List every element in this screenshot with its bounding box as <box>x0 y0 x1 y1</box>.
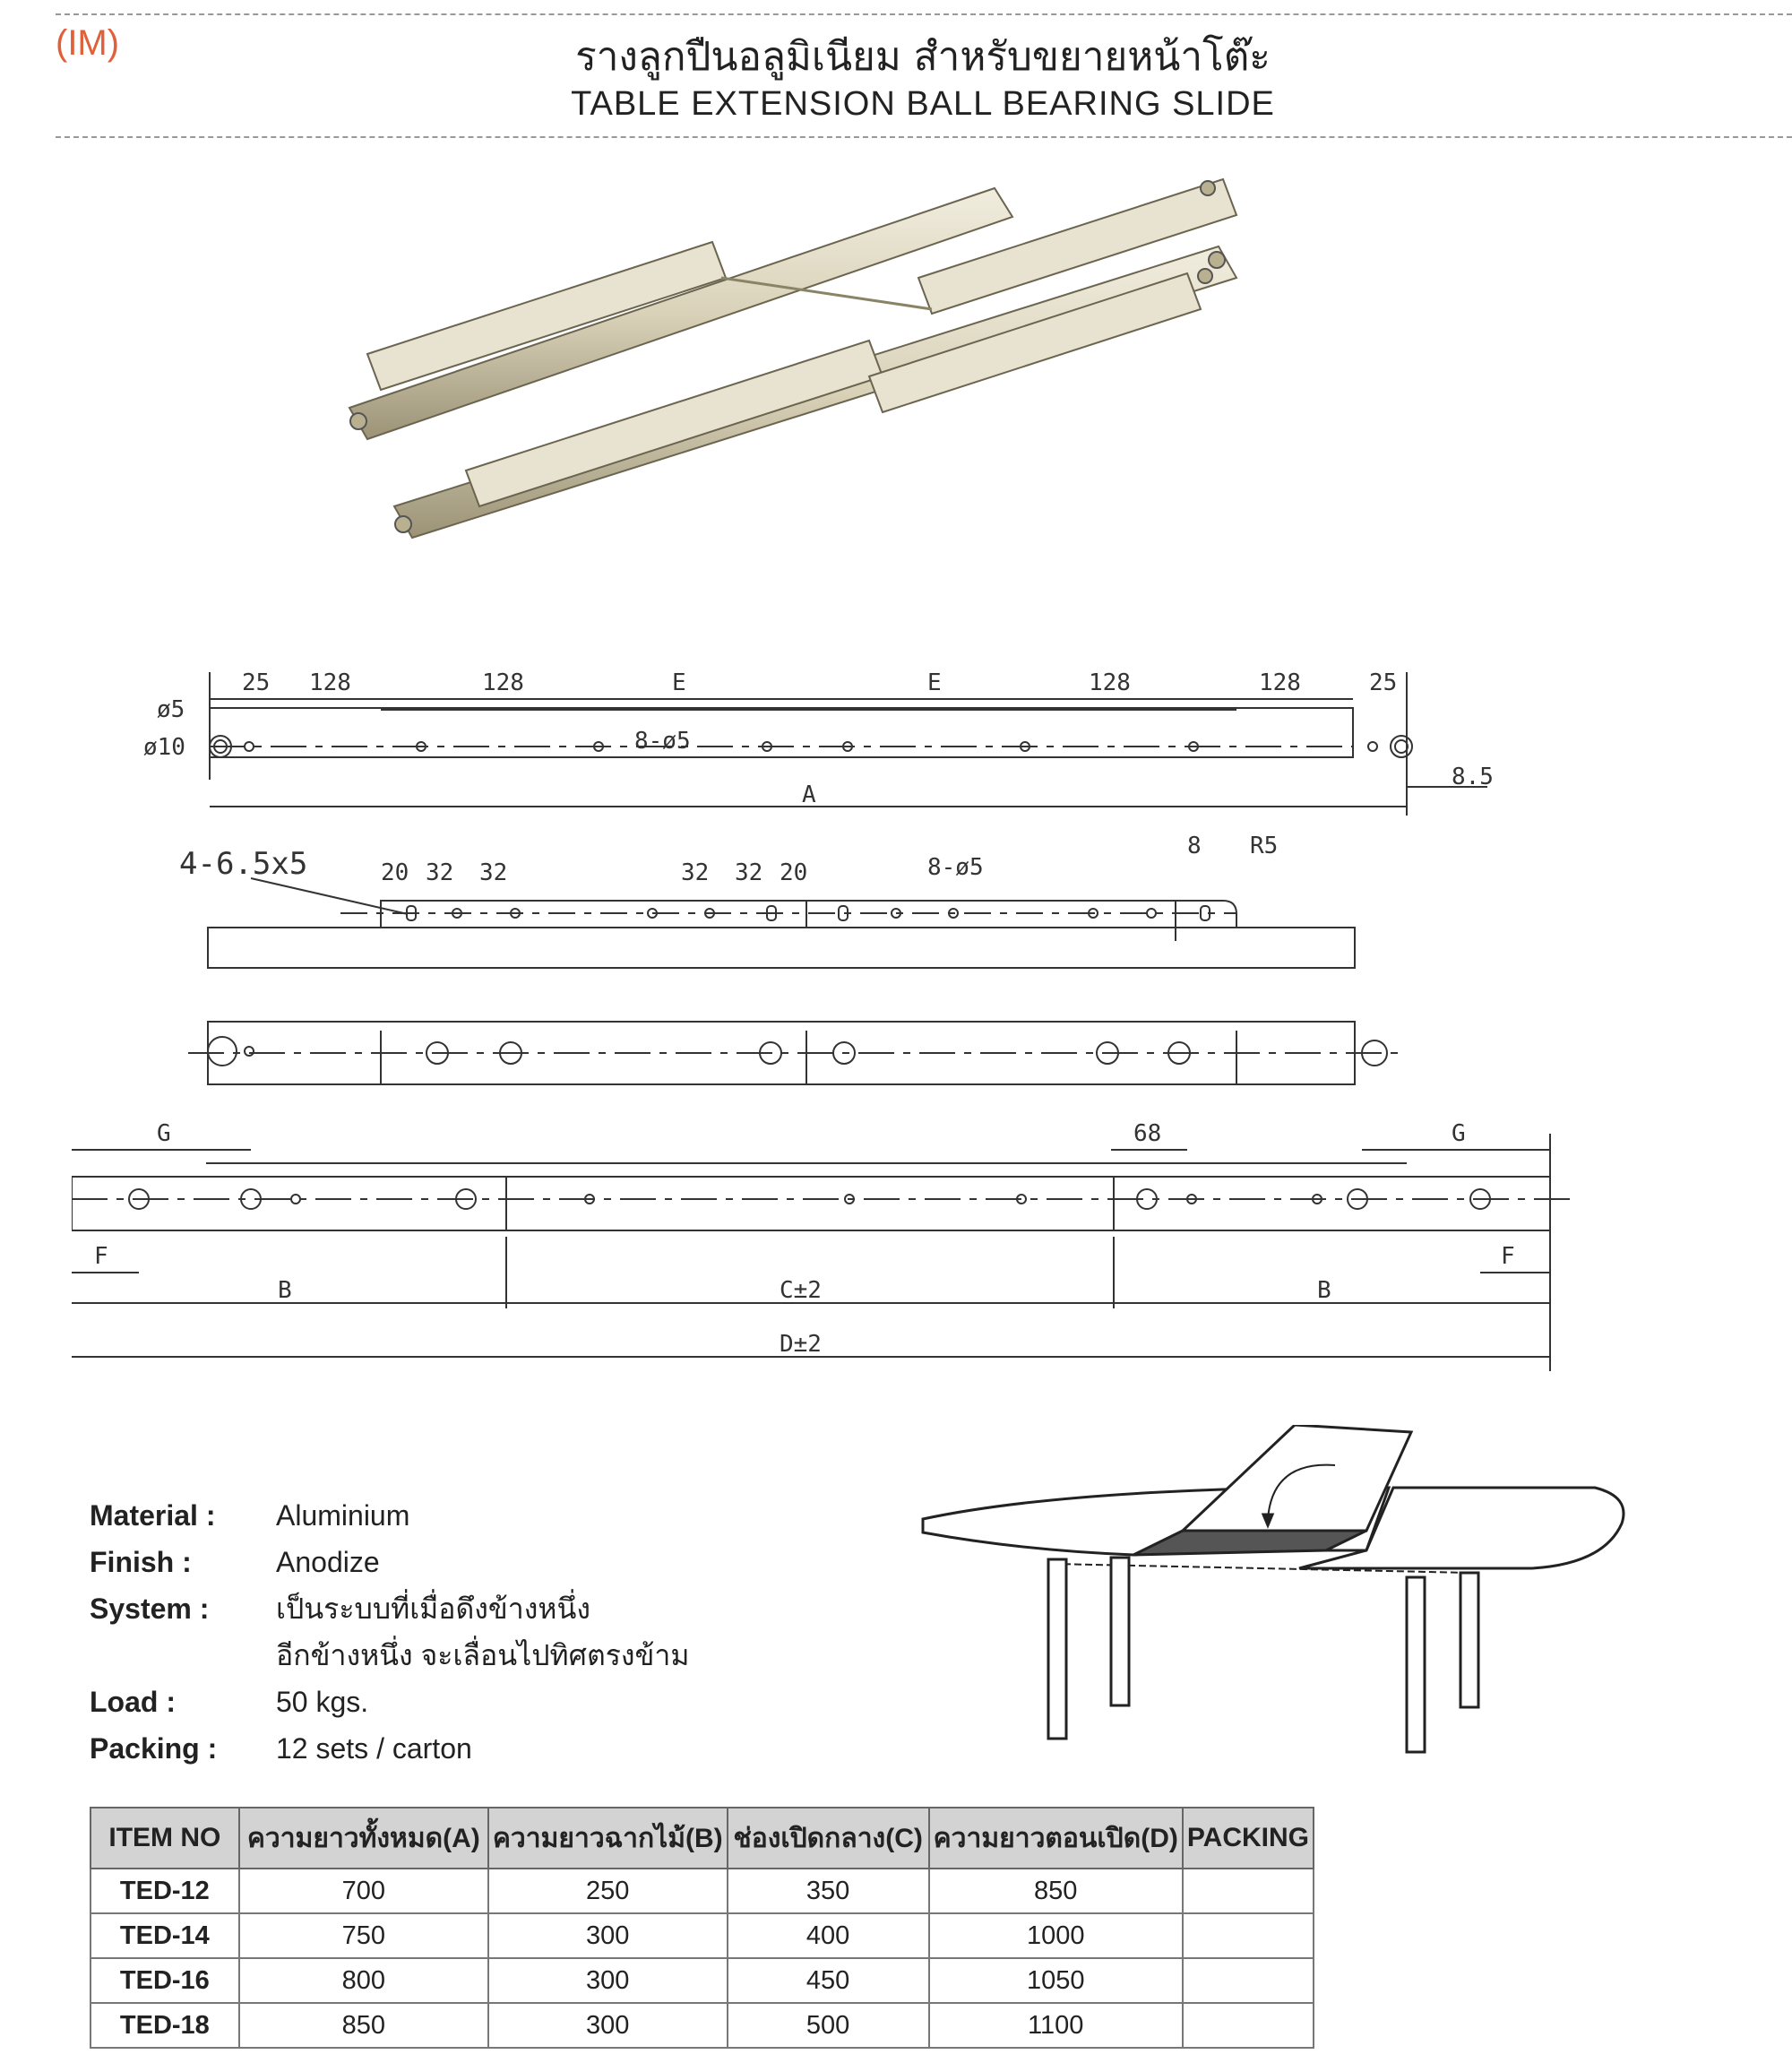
dim-r5: R5 <box>1250 833 1279 859</box>
cell-packing <box>1183 2003 1314 2048</box>
cell-item-no: TED-18 <box>90 2003 239 2048</box>
drawing-view-bottom <box>188 1022 1398 1084</box>
spec-material <box>90 1492 878 1539</box>
dim-25-left: 25 <box>242 669 271 696</box>
cell-item-no: TED-12 <box>90 1869 239 1913</box>
cell-total-length: 750 <box>239 1913 488 1958</box>
dim-e-left: E <box>672 669 686 696</box>
spec-packing-value: 12 sets / carton <box>276 1732 472 1765</box>
col-packing: PACKING <box>1183 1808 1314 1869</box>
dim-25-right: 25 <box>1369 669 1398 696</box>
dim-f-left: F <box>94 1243 108 1270</box>
dim-32-left-a: 32 <box>426 859 454 886</box>
product-table <box>90 1807 1314 2049</box>
slide-front <box>394 246 1236 538</box>
cell-open-length: 850 <box>929 1869 1183 1913</box>
dim-c: C±2 <box>780 1277 822 1304</box>
dim-8-5: 8.5 <box>1452 764 1494 790</box>
spec-material-label: Material : <box>90 1499 216 1532</box>
dim-68: 68 <box>1133 1120 1162 1147</box>
dim-phi10: ø10 <box>143 734 185 761</box>
dim-20-left: 20 <box>381 859 409 886</box>
dim-32-right-a: 32 <box>681 859 710 886</box>
dim-128-d: 128 <box>1259 669 1301 696</box>
spec-system-line1: เป็นระบบที่เมื่อดึงข้างหนึ่ง <box>276 1593 590 1625</box>
dim-32-left-b: 32 <box>479 859 508 886</box>
spec-system-value <box>276 1585 878 1679</box>
dim-d: D±2 <box>780 1331 822 1358</box>
table-row <box>90 1913 1314 1958</box>
cell-wood-length: 300 <box>488 1913 728 1958</box>
cell-open-length: 1000 <box>929 1913 1183 1958</box>
dim-b-right: B <box>1317 1277 1331 1304</box>
cell-item-no: TED-14 <box>90 1913 239 1958</box>
cell-center-opening: 350 <box>728 1869 929 1913</box>
title-english: TABLE EXTENSION BALL BEARING SLIDE <box>571 85 1275 123</box>
dim-b-left: B <box>278 1277 292 1304</box>
spec-load <box>90 1679 878 1725</box>
spec-load-value: 50 kgs. <box>276 1686 369 1718</box>
spec-system-label: System : <box>90 1593 210 1625</box>
spec-list <box>90 1492 878 1772</box>
col-total-length: ความยาวทั้งหมด(A) <box>239 1808 488 1869</box>
dim-g-left: G <box>157 1120 171 1147</box>
dim-f-right: F <box>1501 1243 1515 1270</box>
top-divider <box>56 13 1792 15</box>
table-row <box>90 2003 1314 2048</box>
drawing-view-profile <box>208 878 1355 968</box>
cell-total-length: 700 <box>239 1869 488 1913</box>
title-thai: รางลูกปืนอลูมิเนียม สำหรับขยายหน้าโต๊ะ <box>575 34 1271 80</box>
technical-drawing <box>72 645 1613 1389</box>
dim-32-right-b: 32 <box>735 859 763 886</box>
cell-center-opening: 450 <box>728 1958 929 2003</box>
dim-g-right: G <box>1452 1120 1466 1147</box>
brand-code: (IM) <box>56 23 120 63</box>
cell-wood-length: 300 <box>488 1958 728 2003</box>
col-center-opening: ช่องเปิดกลาง(C) <box>728 1808 929 1869</box>
cell-item-no: TED-16 <box>90 1958 239 2003</box>
col-open-length: ความยาวตอนเปิด(D) <box>929 1808 1183 1869</box>
table-row <box>90 1869 1314 1913</box>
dim-8: 8 <box>1187 833 1202 859</box>
dim-e-right: E <box>927 669 942 696</box>
cell-center-opening: 500 <box>728 2003 929 2048</box>
cell-center-opening: 400 <box>728 1913 929 1958</box>
cell-packing <box>1183 1958 1314 2003</box>
dim-holes-view2: 8-ø5 <box>927 854 984 881</box>
cell-open-length: 1050 <box>929 1958 1183 2003</box>
cell-total-length: 800 <box>239 1958 488 2003</box>
spec-packing <box>90 1725 878 1772</box>
dim-128-b: 128 <box>482 669 524 696</box>
spec-finish <box>90 1539 878 1585</box>
cell-wood-length: 250 <box>488 1869 728 1913</box>
extension-table-illustration <box>914 1425 1631 1757</box>
spec-system <box>90 1585 878 1679</box>
dim-20-right: 20 <box>780 859 808 886</box>
spec-finish-label: Finish : <box>90 1546 192 1578</box>
col-item-no: ITEM NO <box>90 1808 239 1869</box>
dim-slots: 4-6.5x5 <box>179 846 308 882</box>
cell-wood-length: 300 <box>488 2003 728 2048</box>
dim-phi5: ø5 <box>157 696 185 723</box>
spec-material-value: Aluminium <box>276 1499 410 1532</box>
spec-finish-value: Anodize <box>276 1546 380 1578</box>
cell-total-length: 850 <box>239 2003 488 2048</box>
header-divider <box>56 136 1792 138</box>
spec-packing-label: Packing : <box>90 1732 218 1765</box>
table-header-row <box>90 1808 1314 1869</box>
dim-128-c: 128 <box>1089 669 1131 696</box>
cell-open-length: 1100 <box>929 2003 1183 2048</box>
dim-holes-view1: 8-ø5 <box>634 728 691 755</box>
dim-128-a: 128 <box>309 669 351 696</box>
dim-a: A <box>802 781 816 808</box>
col-wood-length: ความยาวฉากไม้(B) <box>488 1808 728 1869</box>
cell-packing <box>1183 1913 1314 1958</box>
spec-load-label: Load : <box>90 1686 176 1718</box>
product-photo <box>314 161 1371 591</box>
drawing-view-extended <box>72 1134 1577 1371</box>
cell-packing <box>1183 1869 1314 1913</box>
table-row <box>90 1958 1314 2003</box>
spec-system-line2: อีกข้างหนึ่ง จะเลื่อนไปทิศตรงข้าม <box>276 1639 690 1671</box>
